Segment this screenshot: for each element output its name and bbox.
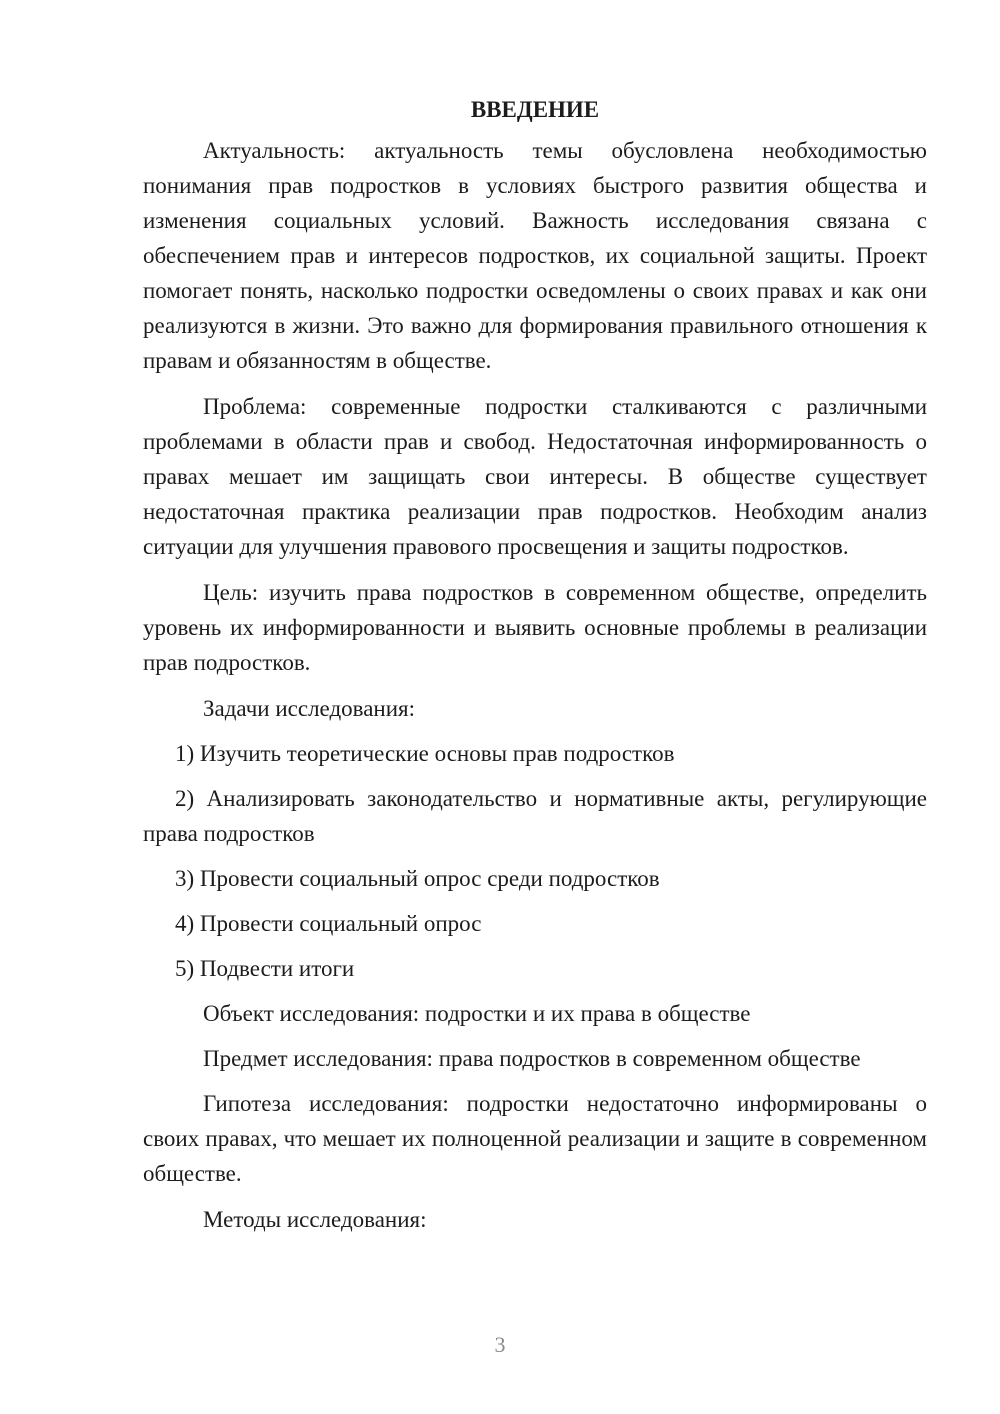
- paragraph-goal: Цель: изучить права подростков в современном обществе, определить уровень их информированности и выявить основные проблемы в реализации прав подростков.: [143, 580, 927, 675]
- paragraph-hypothesis: Гипотеза исследования: подростки недостаточно информированы о своих правах, что мешает их полноценной реализации и защите в современном обществе.: [143, 1091, 927, 1186]
- paragraph-problem: Проблема: современные подростки сталкиваются с различными проблемами в области прав и свобод. Недостаточная информированность о правах мешает им защищать свои интересы. В обществе существует недостаточная практика реализации прав подростков. Необходим анализ ситуации для улучшения правового просвещения и защиты подростков.: [143, 394, 927, 559]
- page-number: 3: [494, 1332, 506, 1357]
- task-item-4: 4) Провести социальный опрос: [175, 911, 482, 936]
- paragraph-relevance: Актуальность: актуальность темы обусловлена необходимостью понимания прав подростков в условиях быстрого развития общества и изменения социальных условий. Важность исследования связана с обеспечением прав и интересов подростков, их социальной защиты. Проект помогает понять, насколько подростки осведомлены о своих правах и как они реализуются в жизни. Это важно для формирования правильного отношения к правам и обязанностям в обществе.: [143, 138, 927, 373]
- section-title: ВВЕДЕНИЕ: [470, 97, 600, 122]
- task-item-5: 5) Подвести итоги: [175, 956, 355, 981]
- paragraph-subject: Предмет исследования: права подростков в современном обществе: [203, 1046, 861, 1071]
- paragraph-object: Объект исследования: подростки и их права в обществе: [203, 1001, 751, 1026]
- task-item-1: 1) Изучить теоретические основы прав подростков: [175, 741, 675, 766]
- tasks-heading: Задачи исследования:: [203, 696, 416, 721]
- task-item-3: 3) Провести социальный опрос среди подростков: [175, 866, 660, 891]
- methods-heading: Методы исследования:: [203, 1207, 427, 1232]
- task-item-2: 2) Анализировать законодательство и нормативные акты, регулирующие права подростков: [143, 786, 927, 846]
- page-content: [143, 92, 927, 1247]
